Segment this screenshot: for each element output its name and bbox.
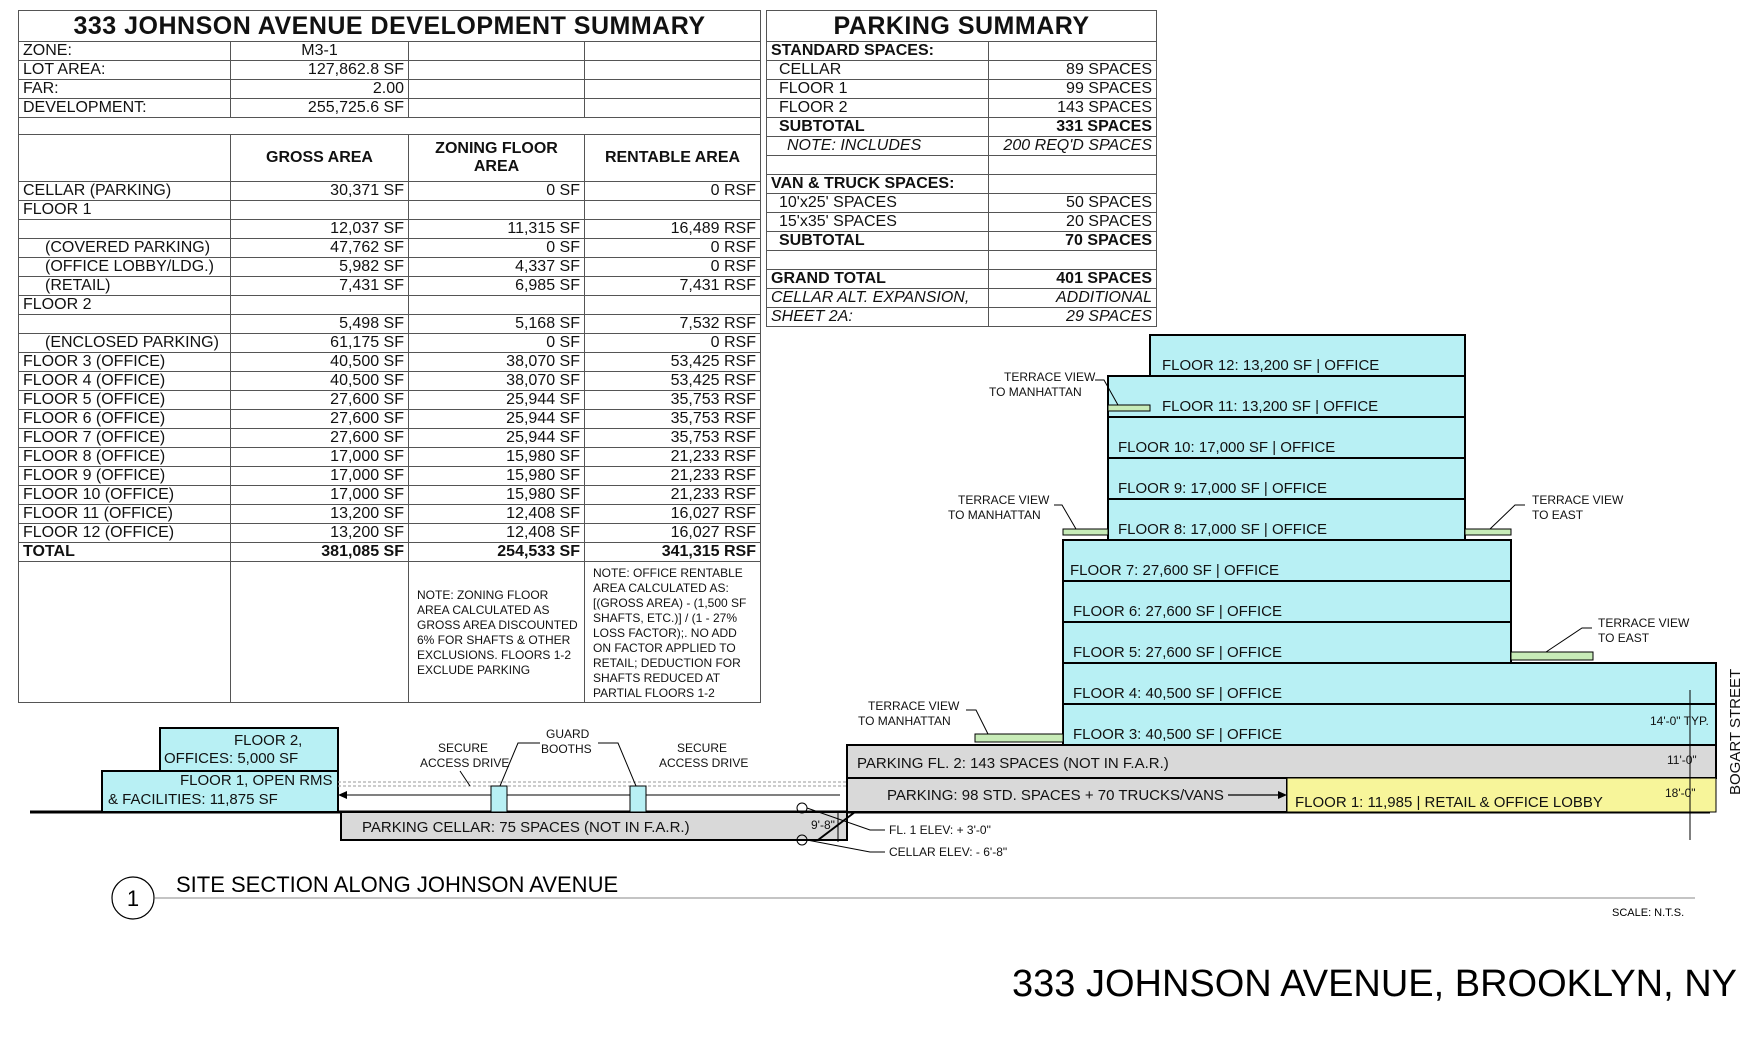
section-title: SITE SECTION ALONG JOHNSON AVENUE — [176, 872, 619, 897]
leader-line — [1546, 628, 1592, 652]
scale-note: SCALE: N.T.S. — [1612, 907, 1685, 919]
gross-value: 17,000 SF — [231, 448, 409, 467]
floor-3-label: FLOOR 3: 40,500 SF | OFFICE — [1073, 726, 1282, 743]
parking-summary-title: PARKING SUMMARY — [767, 11, 1157, 42]
gross-value: 27,600 SF — [231, 391, 409, 410]
gross-value: 40,500 SF — [231, 372, 409, 391]
row-value: 50 SPACES — [989, 194, 1157, 213]
west-floor-1-label-1: FLOOR 1, OPEN RMS — [180, 772, 333, 789]
zoning-note: NOTE: ZONING FLOOR AREA CALCULATED AS GROSS AREA DISCOUNTED 6% FOR SHAFTS & OTHER EXCLUSIONS. FLOORS 1-2 EXCLUDE PARKING — [409, 562, 585, 703]
grand-total-label: GRAND TOTAL — [767, 270, 989, 289]
standard-spaces-label: STANDARD SPACES: — [767, 42, 989, 61]
leader-line — [460, 771, 470, 786]
gross-value: 27,600 SF — [231, 429, 409, 448]
zoning-value: 0 SF — [409, 182, 585, 201]
zone-label: ZONE: — [19, 42, 231, 61]
west-floor-2-label-2: OFFICES: 5,000 SF — [164, 750, 299, 767]
access-arrow-head — [338, 791, 347, 799]
alt-expansion-value: ADDITIONAL — [989, 289, 1157, 308]
subtotal-label: SUBTOTAL — [767, 118, 989, 137]
gross-value: 7,431 SF — [231, 277, 409, 296]
parking-floor-2-label: PARKING FL. 2: 143 SPACES (NOT IN F.A.R.) — [857, 755, 1169, 772]
gross-value: 47,762 SF — [231, 239, 409, 258]
terrace-note-mid-2: TO MANHATTAN — [948, 508, 1041, 522]
gross-value: 13,200 SF — [231, 505, 409, 524]
grand-total-value: 401 SPACES — [989, 270, 1157, 289]
guard-booth-1 — [491, 786, 507, 812]
west-floor-1-label-2: & FACILITIES: 11,875 SF — [108, 791, 278, 808]
gross-value: 12,037 SF — [231, 220, 409, 239]
floor-12-label: FLOOR 12: 13,200 SF | OFFICE — [1162, 357, 1380, 374]
row-label: (ENCLOSED PARKING) — [19, 334, 231, 353]
secure-drive-right-1: SECURE — [677, 741, 728, 755]
row-label: FLOOR 7 (OFFICE) — [19, 429, 231, 448]
gross-value: 13,200 SF — [231, 524, 409, 543]
leader-line — [1054, 505, 1076, 529]
gross-value: 27,600 SF — [231, 410, 409, 429]
secure-drive-left-1: SECURE — [438, 741, 489, 755]
zoning-value: 0 SF — [409, 334, 585, 353]
van-truck-label: VAN & TRUCK SPACES: — [767, 175, 989, 194]
gross-value: 17,000 SF — [231, 467, 409, 486]
zoning-value: 12,408 SF — [409, 524, 585, 543]
row-label: (COVERED PARKING) — [19, 239, 231, 258]
row-label: FLOOR 8 (OFFICE) — [19, 448, 231, 467]
row-label: CELLAR (PARKING) — [19, 182, 231, 201]
secure-drive-left-2: ACCESS DRIVE — [420, 756, 510, 770]
zoning-value: 38,070 SF — [409, 353, 585, 372]
subtotal-label: SUBTOTAL — [767, 232, 989, 251]
zone-value: M3-1 — [231, 42, 409, 61]
row-label: CELLAR — [767, 61, 989, 80]
subtotal-value: 331 SPACES — [989, 118, 1157, 137]
zoning-value: 25,944 SF — [409, 391, 585, 410]
terrace-floor-5-east — [1511, 652, 1593, 660]
secure-drive-right-2: ACCESS DRIVE — [659, 756, 749, 770]
retail-floor-1-label: FLOOR 1: 11,985 | RETAIL & OFFICE LOBBY — [1295, 794, 1603, 811]
rentable-note: NOTE: OFFICE RENTABLE AREA CALCULATED AS: [(GROSS AREA) - (1,500 SF SHAFTS, ETC.)] / (1 - 27% LOSS FACTOR);. NO ADD ON FACTOR APPLIED TO RETAIL; DEDUCTION FOR SHAFTS REDUCED AT PARTIAL FLOORS 1-2 — [585, 562, 761, 703]
zoning-value: 25,944 SF — [409, 429, 585, 448]
floor-10-label: FLOOR 10: 17,000 SF | OFFICE — [1118, 439, 1336, 456]
sheet-label: SHEET 2A: — [767, 308, 989, 327]
row-label: FLOOR 10 (OFFICE) — [19, 486, 231, 505]
dim-typ: 14'-0" TYP. — [1650, 714, 1709, 728]
gross-value: 5,498 SF — [231, 315, 409, 334]
subtotal-value: 70 SPACES — [989, 232, 1157, 251]
dim-9-8: 9'-8" — [811, 818, 835, 832]
note-value: 200 REQ'D SPACES — [989, 137, 1157, 156]
terrace-floor-8-west — [1063, 529, 1108, 535]
total-zoning: 254,533 SF — [409, 543, 585, 562]
terrace-note-top-1: TERRACE VIEW — [1004, 370, 1096, 384]
col-gross-area: GROSS AREA — [231, 135, 409, 182]
zoning-value: 11,315 SF — [409, 220, 585, 239]
terrace-note-mid-1: TERRACE VIEW — [958, 493, 1050, 507]
terrace-floor-11 — [1108, 405, 1150, 411]
zoning-value: 0 SF — [409, 239, 585, 258]
row-label: FLOOR 2 — [19, 296, 231, 315]
parking-floor-1-label: PARKING: 98 STD. SPACES + 70 TRUCKS/VANS — [887, 787, 1224, 804]
terrace-note-low-2: TO MANHATTAN — [858, 714, 951, 728]
dim-18: 18'-0" — [1665, 786, 1696, 800]
development-label: DEVELOPMENT: — [19, 99, 231, 118]
row-label: FLOOR 5 (OFFICE) — [19, 391, 231, 410]
west-floor-2-label-1: FLOOR 2, — [234, 732, 303, 749]
gross-value: 40,500 SF — [231, 353, 409, 372]
rentable-value: 21,233 RSF — [585, 448, 761, 467]
zoning-value: 15,980 SF — [409, 486, 585, 505]
development-value: 255,725.6 SF — [231, 99, 409, 118]
row-label: FLOOR 9 (OFFICE) — [19, 467, 231, 486]
row-label: 10'x25' SPACES — [767, 194, 989, 213]
row-label: FLOOR 12 (OFFICE) — [19, 524, 231, 543]
rentable-value: 7,532 RSF — [585, 315, 761, 334]
zoning-value: 15,980 SF — [409, 448, 585, 467]
row-label: FLOOR 6 (OFFICE) — [19, 410, 231, 429]
rentable-value: 35,753 RSF — [585, 410, 761, 429]
terrace-east-1-line-2: TO EAST — [1532, 508, 1584, 522]
project-address: 333 JOHNSON AVENUE, BROOKLYN, NY — [1012, 963, 1738, 1005]
rentable-value: 53,425 RSF — [585, 372, 761, 391]
terrace-floor-3-west — [975, 734, 1063, 742]
gross-value: 61,175 SF — [231, 334, 409, 353]
zoning-value: 15,980 SF — [409, 467, 585, 486]
rentable-value: 35,753 RSF — [585, 391, 761, 410]
rentable-value: 53,425 RSF — [585, 353, 761, 372]
rentable-value: 16,027 RSF — [585, 505, 761, 524]
floor-5-label: FLOOR 5: 27,600 SF | OFFICE — [1073, 644, 1282, 661]
section-number: 1 — [126, 886, 140, 911]
col-zoning-floor-area: ZONING FLOOR AREA — [409, 135, 585, 182]
rentable-value: 7,431 RSF — [585, 277, 761, 296]
gross-value: 5,982 SF — [231, 258, 409, 277]
zoning-value: 6,985 SF — [409, 277, 585, 296]
row-label: (RETAIL) — [19, 277, 231, 296]
total-rentable: 341,315 RSF — [585, 543, 761, 562]
total-gross: 381,085 SF — [231, 543, 409, 562]
guard-booths-2: BOOTHS — [541, 742, 592, 756]
row-label: 15'x35' SPACES — [767, 213, 989, 232]
rentable-value: 0 RSF — [585, 258, 761, 277]
row-label: FLOOR 11 (OFFICE) — [19, 505, 231, 524]
gross-value: 17,000 SF — [231, 486, 409, 505]
row-value: 143 SPACES — [989, 99, 1157, 118]
terrace-note-low-1: TERRACE VIEW — [868, 699, 960, 713]
col-rentable-area: RENTABLE AREA — [585, 135, 761, 182]
row-label: FLOOR 1 — [19, 201, 231, 220]
cellar-elevation: CELLAR ELEV: - 6'-8" — [889, 845, 1008, 859]
rentable-value: 0 RSF — [585, 334, 761, 353]
total-label: TOTAL — [19, 543, 231, 562]
dim-11: 11'-0" — [1667, 753, 1697, 767]
terrace-east-2-line-1: TERRACE VIEW — [1598, 616, 1690, 630]
row-value: 99 SPACES — [989, 80, 1157, 99]
street-label: BOGART STREET — [1727, 668, 1744, 795]
gross-value: 30,371 SF — [231, 182, 409, 201]
floor-9-label: FLOOR 9: 17,000 SF | OFFICE — [1118, 480, 1327, 497]
row-value: 89 SPACES — [989, 61, 1157, 80]
note-label: NOTE: INCLUDES — [767, 137, 989, 156]
terrace-east-1-line-1: TERRACE VIEW — [1532, 493, 1624, 507]
row-value: 20 SPACES — [989, 213, 1157, 232]
terrace-east-2-line-2: TO EAST — [1598, 631, 1650, 645]
rentable-value: 21,233 RSF — [585, 486, 761, 505]
row-label: FLOOR 4 (OFFICE) — [19, 372, 231, 391]
floor-4-label: FLOOR 4: 40,500 SF | OFFICE — [1073, 685, 1282, 702]
zoning-value: 4,337 SF — [409, 258, 585, 277]
row-label: FLOOR 1 — [767, 80, 989, 99]
floor-6-label: FLOOR 6: 27,600 SF | OFFICE — [1073, 603, 1282, 620]
alt-expansion-label: CELLAR ALT. EXPANSION, — [767, 289, 989, 308]
zoning-value: 5,168 SF — [409, 315, 585, 334]
row-label: FLOOR 3 (OFFICE) — [19, 353, 231, 372]
rentable-value: 21,233 RSF — [585, 467, 761, 486]
sheet-value: 29 SPACES — [989, 308, 1157, 327]
zoning-value: 38,070 SF — [409, 372, 585, 391]
rentable-value: 16,489 RSF — [585, 220, 761, 239]
far-label: FAR: — [19, 80, 231, 99]
lot-area-value: 127,862.8 SF — [231, 61, 409, 80]
terrace-note-top-2: TO MANHATTAN — [989, 385, 1082, 399]
lot-area-label: LOT AREA: — [19, 61, 231, 80]
floor-8-label: FLOOR 8: 17,000 SF | OFFICE — [1118, 521, 1327, 538]
guard-booth-2 — [630, 786, 646, 812]
far-value: 2.00 — [231, 80, 409, 99]
leader-line — [966, 710, 988, 734]
floor-7-label: FLOOR 7: 27,600 SF | OFFICE — [1070, 562, 1279, 579]
rentable-value: 35,753 RSF — [585, 429, 761, 448]
zoning-value: 25,944 SF — [409, 410, 585, 429]
rentable-value: 0 RSF — [585, 182, 761, 201]
leader-line — [807, 840, 885, 852]
rentable-value: 16,027 RSF — [585, 524, 761, 543]
fl1-elevation: FL. 1 ELEV: + 3'-0" — [889, 823, 991, 837]
row-label: FLOOR 2 — [767, 99, 989, 118]
tower — [1063, 335, 1716, 745]
guard-booths-1: GUARD — [546, 727, 590, 741]
terrace-floor-8-east — [1465, 529, 1511, 535]
parking-cellar-label: PARKING CELLAR: 75 SPACES (NOT IN F.A.R.) — [362, 819, 690, 836]
rentable-value: 0 RSF — [585, 239, 761, 258]
dev-summary-title: 333 JOHNSON AVENUE DEVELOPMENT SUMMARY — [19, 11, 761, 42]
zoning-value: 12,408 SF — [409, 505, 585, 524]
leader-line — [1490, 505, 1525, 529]
floor-11-label: FLOOR 11: 13,200 SF | OFFICE — [1162, 398, 1379, 415]
row-label: (OFFICE LOBBY/LDG.) — [19, 258, 231, 277]
leader-line — [598, 743, 636, 786]
